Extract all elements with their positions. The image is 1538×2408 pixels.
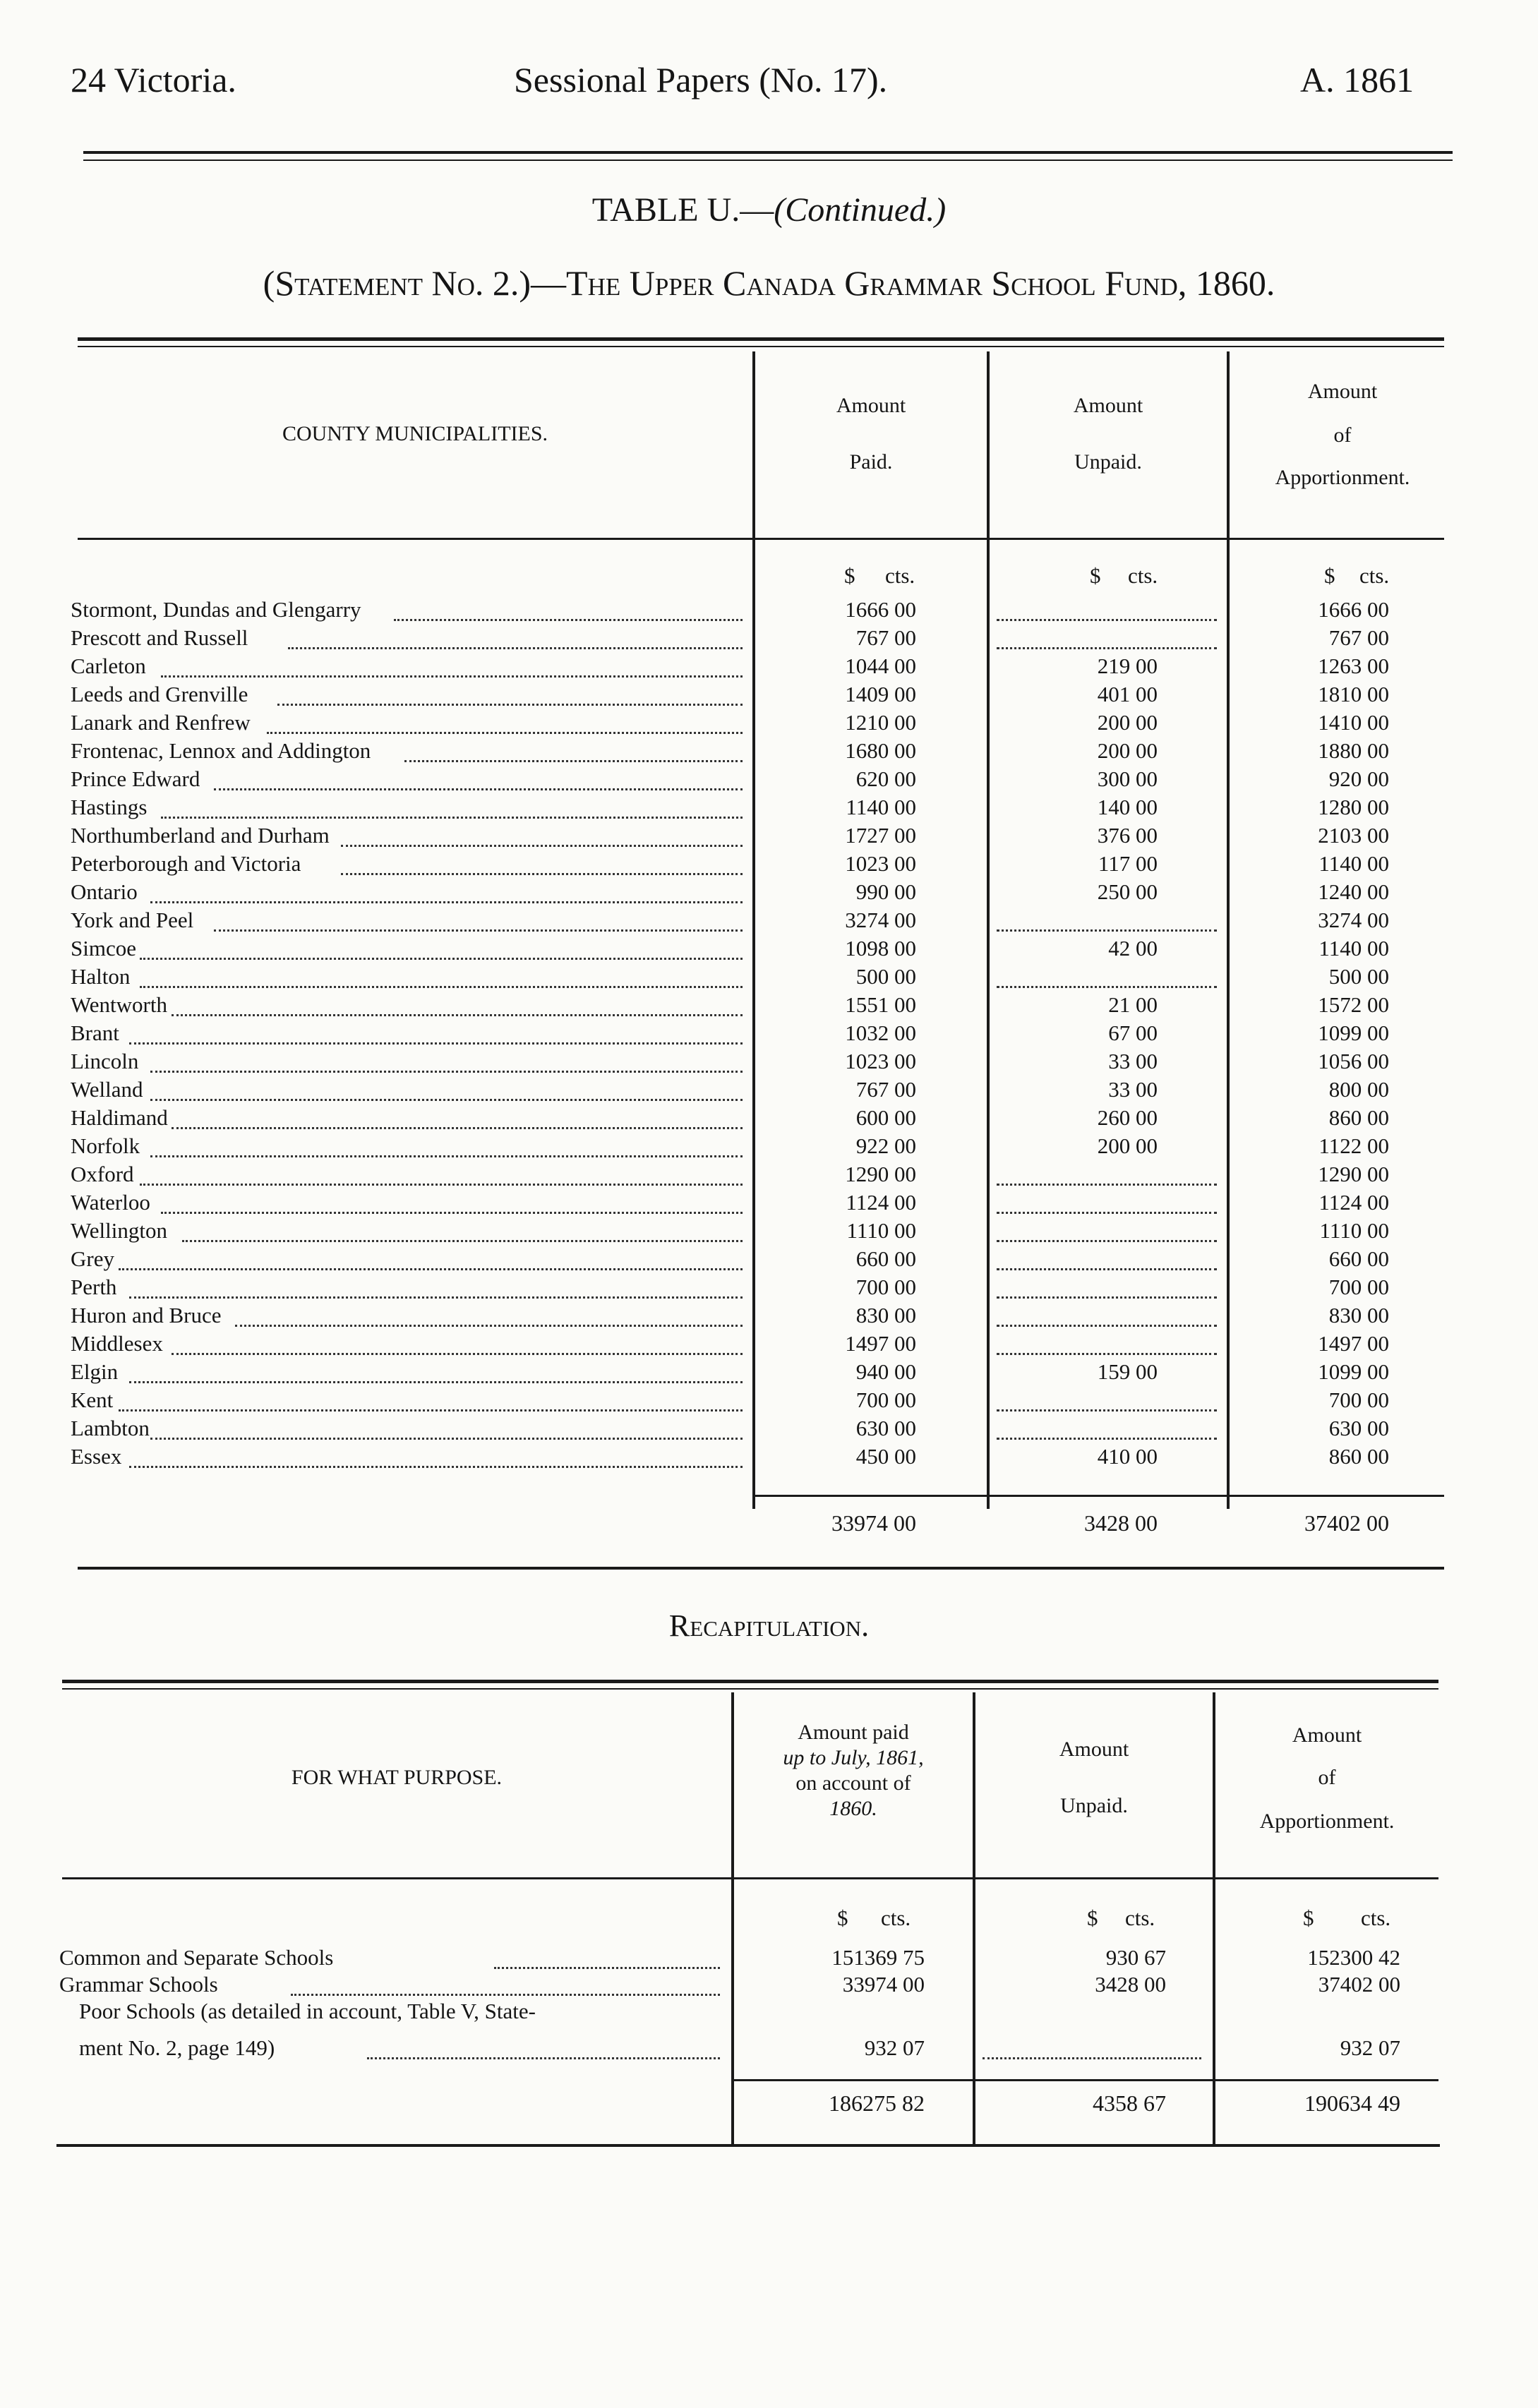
municipality-name: York and Peel — [71, 908, 194, 932]
table1-total-unpaid: 3428 00 — [1084, 1510, 1158, 1536]
amount-paid: 1551 00 — [845, 992, 916, 1017]
table1-header-rule — [78, 538, 1444, 540]
table1-row — [0, 1359, 1538, 1387]
amount-apportionment: 1497 00 — [1318, 1331, 1389, 1356]
amount-apportionment: 1140 00 — [1318, 851, 1389, 876]
municipality-name: Essex — [71, 1444, 122, 1469]
leader-dots — [341, 845, 743, 847]
amount-unpaid: 21 00 — [1108, 992, 1158, 1017]
empty-cell-dots — [997, 1409, 1217, 1411]
municipality-name: Welland — [71, 1077, 143, 1102]
amount-paid: 1409 00 — [845, 682, 916, 706]
table1-row — [0, 936, 1538, 964]
leader-dots — [140, 986, 743, 988]
amount-apportionment: 1410 00 — [1318, 710, 1389, 735]
amount-apportionment: 660 00 — [1328, 1246, 1389, 1271]
header-right: A. 1861 — [1300, 60, 1414, 100]
amount-paid: 1124 00 — [846, 1190, 916, 1215]
amount-unpaid: 260 00 — [1097, 1105, 1158, 1130]
amount-paid: 1023 00 — [845, 851, 916, 876]
table1-unit-unpaid-cts: cts. — [1128, 563, 1158, 588]
recap-row-paid: 151369 75 — [831, 1945, 925, 1970]
municipality-name: Oxford — [71, 1162, 134, 1186]
table1-header-unpaid-b: Unpaid. — [1074, 450, 1142, 474]
amount-paid: 767 00 — [855, 625, 916, 650]
table1-row — [0, 1049, 1538, 1077]
amount-unpaid: 42 00 — [1108, 936, 1158, 961]
table1-rule-top — [78, 337, 1444, 341]
recap-unit-app-cts: cts. — [1361, 1906, 1391, 1930]
table1-row — [0, 738, 1538, 766]
recap-row-poor — [0, 2035, 1538, 2064]
amount-paid: 1098 00 — [845, 936, 916, 961]
municipality-name: Elgin — [71, 1359, 119, 1384]
amount-paid: 500 00 — [855, 964, 916, 989]
amount-apportionment: 1122 00 — [1318, 1133, 1389, 1158]
leader-dots — [161, 675, 743, 678]
amount-apportionment: 860 00 — [1328, 1444, 1389, 1469]
amount-unpaid: 200 00 — [1097, 1133, 1158, 1158]
recap-row-unpaid: 930 67 — [1105, 1945, 1166, 1970]
amount-apportionment: 1280 00 — [1318, 795, 1389, 819]
recap-row-unpaid: 3428 00 — [1095, 1972, 1166, 1997]
table1-header-app-a: Amount — [1307, 380, 1378, 403]
leader-dots — [367, 2057, 720, 2059]
recap-row-name: Common and Separate Schools — [59, 1945, 334, 1970]
municipality-name: Simcoe — [71, 936, 136, 961]
amount-apportionment: 1124 00 — [1318, 1190, 1389, 1215]
amount-paid: 1666 00 — [845, 597, 916, 622]
recap-row-paid: 33974 00 — [842, 1972, 925, 1997]
amount-apportionment: 1240 00 — [1318, 879, 1389, 904]
recap-header-paid-c: on account of — [795, 1771, 911, 1795]
amount-apportionment: 830 00 — [1328, 1303, 1389, 1328]
leader-dots — [341, 873, 743, 875]
municipality-name: Wentworth — [71, 992, 167, 1017]
table1-row — [0, 1162, 1538, 1190]
amount-unpaid: 401 00 — [1097, 682, 1158, 706]
empty-cell-dots — [997, 929, 1217, 932]
amount-apportionment: 767 00 — [1328, 625, 1389, 650]
leader-dots — [277, 704, 743, 706]
recap-header-paid-a: Amount paid — [798, 1721, 909, 1744]
amount-unpaid: 410 00 — [1097, 1444, 1158, 1469]
empty-cell-dots — [997, 647, 1217, 649]
amount-apportionment: 860 00 — [1328, 1105, 1389, 1130]
table1-row — [0, 879, 1538, 908]
table1-row — [0, 1331, 1538, 1359]
recap-header-unpaid-a: Amount — [1059, 1738, 1129, 1761]
table1-row — [0, 964, 1538, 992]
table1-row — [0, 710, 1538, 738]
amount-paid: 1110 00 — [846, 1218, 916, 1243]
amount-unpaid: 140 00 — [1097, 795, 1158, 819]
table1-unit-app-cts: cts. — [1359, 563, 1390, 588]
municipality-name: Brant — [71, 1021, 119, 1045]
municipality-name: Stormont, Dundas and Glengarry — [71, 597, 361, 622]
municipality-name: Carleton — [71, 654, 146, 678]
recap-total-unpaid: 4358 67 — [1093, 2090, 1166, 2116]
table1-row — [0, 1218, 1538, 1246]
table1-header-paid-a: Amount — [836, 394, 906, 417]
leader-dots — [119, 1409, 743, 1411]
recap-row-name-cont: ment No. 2, page 149) — [79, 2035, 275, 2060]
recap-header-app-b: of — [1318, 1766, 1336, 1789]
amount-unpaid: 300 00 — [1097, 766, 1158, 791]
leader-dots — [494, 1967, 720, 1969]
amount-apportionment: 1099 00 — [1318, 1021, 1389, 1045]
recap-title: Recapitulation. — [668, 1608, 870, 1643]
recap-row-name: Grammar Schools — [59, 1972, 218, 1997]
leader-dots — [129, 1381, 743, 1383]
amount-paid: 3274 00 — [845, 908, 916, 932]
table1-row — [0, 682, 1538, 710]
table1-row — [0, 1303, 1538, 1331]
recap-row-app: 932 07 — [1340, 2035, 1400, 2060]
table1-row — [0, 654, 1538, 682]
table1-row — [0, 795, 1538, 823]
recap-header-app-c: Apportionment. — [1259, 1810, 1395, 1833]
amount-apportionment: 1666 00 — [1318, 597, 1389, 622]
table1-row — [0, 597, 1538, 625]
empty-cell-dots — [997, 1353, 1217, 1355]
recap-row-app: 37402 00 — [1318, 1972, 1400, 1997]
amount-paid: 600 00 — [855, 1105, 916, 1130]
table1-row — [0, 1444, 1538, 1472]
leader-dots — [172, 1127, 743, 1129]
municipality-name: Kent — [71, 1387, 114, 1412]
table1-header-paid-b: Paid. — [849, 450, 893, 474]
recap-totals-rule — [731, 2079, 1438, 2081]
recap-unit-unpaid-dollar: $ — [1087, 1906, 1098, 1930]
amount-apportionment: 1110 00 — [1319, 1218, 1389, 1243]
amount-paid: 660 00 — [855, 1246, 916, 1271]
amount-paid: 630 00 — [855, 1416, 916, 1440]
leader-dots — [288, 647, 743, 649]
empty-cell-dots — [997, 1184, 1217, 1186]
amount-unpaid: 376 00 — [1097, 823, 1158, 848]
leader-dots — [150, 1438, 743, 1440]
municipality-name: Waterloo — [71, 1190, 150, 1215]
amount-unpaid: 117 00 — [1098, 851, 1158, 876]
amount-paid: 830 00 — [855, 1303, 916, 1328]
table1-row — [0, 908, 1538, 936]
municipality-name: Middlesex — [71, 1331, 163, 1356]
amount-paid: 1290 00 — [845, 1162, 916, 1186]
recap-row-grammar — [0, 1972, 1538, 2000]
amount-paid: 1497 00 — [845, 1331, 916, 1356]
table1-row — [0, 1021, 1538, 1049]
amount-paid: 1680 00 — [845, 738, 916, 763]
table1-rule-top2 — [78, 346, 1444, 347]
leader-dots — [182, 1240, 743, 1242]
municipality-name: Norfolk — [71, 1133, 140, 1158]
amount-apportionment: 920 00 — [1328, 766, 1389, 791]
leader-dots — [140, 1184, 743, 1186]
table1-row — [0, 1077, 1538, 1105]
amount-paid: 767 00 — [855, 1077, 916, 1102]
amount-unpaid: 33 00 — [1108, 1049, 1158, 1073]
recap-unit-app-dollar: $ — [1303, 1906, 1314, 1930]
amount-apportionment: 1263 00 — [1318, 654, 1389, 678]
leader-dots — [267, 732, 743, 734]
municipality-name: Hastings — [71, 795, 148, 819]
leader-dots — [214, 929, 743, 932]
recap-unit-paid-cts: cts. — [881, 1906, 911, 1930]
amount-apportionment: 700 00 — [1328, 1387, 1389, 1412]
municipality-name: Lanark and Renfrew — [71, 710, 251, 735]
empty-cell-dots — [997, 1438, 1217, 1440]
table1-row — [0, 1105, 1538, 1133]
recap-total-paid: 186275 82 — [829, 2090, 925, 2116]
leader-dots — [150, 1099, 743, 1101]
leader-dots — [404, 760, 743, 762]
leader-dots — [150, 1071, 743, 1073]
amount-apportionment: 2103 00 — [1318, 823, 1389, 848]
recap-row-name: Poor Schools (as detailed in account, Table V, State- — [79, 1999, 536, 2023]
amount-paid: 990 00 — [855, 879, 916, 904]
leader-dots — [150, 1155, 743, 1157]
table1-row — [0, 1133, 1538, 1162]
empty-cell-dots — [997, 1212, 1217, 1214]
leader-dots — [161, 817, 743, 819]
municipality-name: Haldimand — [71, 1105, 168, 1130]
table1-row — [0, 1246, 1538, 1275]
table1-header-municipalities: COUNTY MUNICIPALITIES. — [282, 422, 548, 445]
leader-dots — [394, 619, 743, 621]
municipality-name: Lincoln — [71, 1049, 139, 1073]
leader-dots — [291, 1994, 720, 1996]
amount-unpaid: 159 00 — [1097, 1359, 1158, 1384]
amount-paid: 1032 00 — [845, 1021, 916, 1045]
table1-row — [0, 823, 1538, 851]
municipality-name: Wellington — [71, 1218, 167, 1243]
recap-header-paid-d: 1860. — [829, 1797, 877, 1820]
amount-paid: 940 00 — [855, 1359, 916, 1384]
recap-col-divider-3 — [1213, 1692, 1215, 2144]
amount-apportionment: 700 00 — [1328, 1275, 1389, 1299]
municipality-name: Ontario — [71, 879, 138, 904]
municipality-name: Halton — [71, 964, 131, 989]
table1-total-paid: 33974 00 — [831, 1510, 916, 1536]
amount-paid: 1210 00 — [845, 710, 916, 735]
amount-apportionment: 500 00 — [1328, 964, 1389, 989]
recap-row-app: 152300 42 — [1307, 1945, 1400, 1970]
amount-apportionment: 1056 00 — [1318, 1049, 1389, 1073]
header-left: 24 Victoria. — [71, 60, 236, 100]
table1-rule-bottom — [78, 1567, 1444, 1570]
amount-paid: 1044 00 — [845, 654, 916, 678]
amount-unpaid: 219 00 — [1097, 654, 1158, 678]
municipality-name: Prescott and Russell — [71, 625, 248, 650]
empty-cell-dots — [997, 1325, 1217, 1327]
empty-cell-dots — [983, 2057, 1201, 2059]
amount-apportionment: 1572 00 — [1318, 992, 1389, 1017]
amount-paid: 620 00 — [855, 766, 916, 791]
table1-unit-paid-dollar: $ — [844, 563, 855, 588]
statement-title: (Statement No. 2.)—The Upper Canada Grammar School Fund, 1860. — [263, 263, 1275, 303]
table1-header-unpaid-a: Amount — [1073, 394, 1143, 417]
table1-row — [0, 851, 1538, 879]
municipality-name: Grey — [71, 1246, 114, 1271]
leader-dots — [214, 788, 743, 790]
amount-unpaid: 200 00 — [1097, 738, 1158, 763]
amount-apportionment: 1810 00 — [1318, 682, 1389, 706]
recap-rule-bottom — [56, 2144, 1440, 2147]
table1-unit-app-dollar: $ — [1324, 563, 1335, 588]
recap-unit-paid-dollar: $ — [837, 1906, 848, 1930]
amount-unpaid: 67 00 — [1108, 1021, 1158, 1045]
leader-dots — [129, 1466, 743, 1468]
amount-paid: 700 00 — [855, 1275, 916, 1299]
empty-cell-dots — [997, 986, 1217, 988]
recap-total-app: 190634 49 — [1304, 2090, 1400, 2116]
municipality-name: Prince Edward — [71, 766, 200, 791]
empty-cell-dots — [997, 1268, 1217, 1270]
table1-totals-rule — [752, 1495, 1444, 1497]
header-rule-top — [83, 151, 1453, 154]
leader-dots — [235, 1325, 743, 1327]
municipality-name: Northumberland and Durham — [71, 823, 330, 848]
amount-paid: 450 00 — [855, 1444, 916, 1469]
municipality-name: Leeds and Grenville — [71, 682, 248, 706]
table-title-main: TABLE U.— — [591, 191, 774, 229]
amount-paid: 1727 00 — [845, 823, 916, 848]
table1-total-app: 37402 00 — [1304, 1510, 1389, 1536]
leader-dots — [129, 1296, 743, 1299]
amount-apportionment: 630 00 — [1328, 1416, 1389, 1440]
amount-apportionment: 1099 00 — [1318, 1359, 1389, 1384]
table1-row — [0, 1387, 1538, 1416]
table1-row — [0, 1416, 1538, 1444]
recap-header-rule — [62, 1877, 1438, 1879]
recap-header-unpaid-b: Unpaid. — [1060, 1794, 1128, 1817]
municipality-name: Lambton — [71, 1416, 150, 1440]
recap-row-poor-line1 — [0, 1999, 1538, 2027]
recap-rule-top2 — [62, 1688, 1438, 1690]
table1-header-app-b: of — [1333, 423, 1352, 447]
amount-paid: 922 00 — [855, 1133, 916, 1158]
recap-rule-top — [62, 1680, 1438, 1683]
municipality-name: Perth — [71, 1275, 117, 1299]
empty-cell-dots — [997, 619, 1217, 621]
amount-apportionment: 3274 00 — [1318, 908, 1389, 932]
table-title-continued: (Continued.) — [774, 191, 947, 229]
table1-row — [0, 766, 1538, 795]
empty-cell-dots — [997, 1296, 1217, 1299]
table1-row — [0, 992, 1538, 1021]
recap-row-common — [0, 1945, 1538, 1973]
amount-unpaid: 33 00 — [1108, 1077, 1158, 1102]
empty-cell-dots — [997, 1240, 1217, 1242]
amount-apportionment: 1290 00 — [1318, 1162, 1389, 1186]
municipality-name: Peterborough and Victoria — [71, 851, 301, 876]
table1-header-app-c: Apportionment. — [1275, 466, 1410, 489]
municipality-name: Frontenac, Lennox and Addington — [71, 738, 371, 763]
amount-paid: 700 00 — [855, 1387, 916, 1412]
recap-unit-unpaid-cts: cts. — [1125, 1906, 1155, 1930]
header-center: Sessional Papers (No. 17). — [514, 60, 888, 100]
recap-header-paid-b: up to July, 1861, — [783, 1746, 924, 1769]
leader-dots — [119, 1268, 743, 1270]
amount-apportionment: 1140 00 — [1318, 936, 1389, 961]
leader-dots — [129, 1042, 743, 1045]
municipality-name: Huron and Bruce — [71, 1303, 222, 1328]
table1-row — [0, 625, 1538, 654]
table1-unit-unpaid-dollar: $ — [1090, 563, 1101, 588]
header-rule-bottom — [83, 159, 1453, 161]
amount-apportionment: 1880 00 — [1318, 738, 1389, 763]
leader-dots — [161, 1212, 743, 1214]
leader-dots — [150, 901, 743, 903]
table-title — [0, 191, 1538, 229]
table1-row — [0, 1190, 1538, 1218]
recap-header-purpose: FOR WHAT PURPOSE. — [291, 1766, 503, 1789]
recap-row-paid: 932 07 — [864, 2035, 925, 2060]
amount-unpaid: 250 00 — [1097, 879, 1158, 904]
table1-unit-paid-cts: cts. — [885, 563, 915, 588]
amount-unpaid: 200 00 — [1097, 710, 1158, 735]
recap-header-app-a: Amount — [1292, 1723, 1362, 1747]
leader-dots — [172, 1014, 743, 1016]
leader-dots — [172, 1353, 743, 1355]
amount-apportionment: 800 00 — [1328, 1077, 1389, 1102]
table1-row — [0, 1275, 1538, 1303]
leader-dots — [140, 958, 743, 960]
amount-paid: 1023 00 — [845, 1049, 916, 1073]
amount-paid: 1140 00 — [846, 795, 916, 819]
